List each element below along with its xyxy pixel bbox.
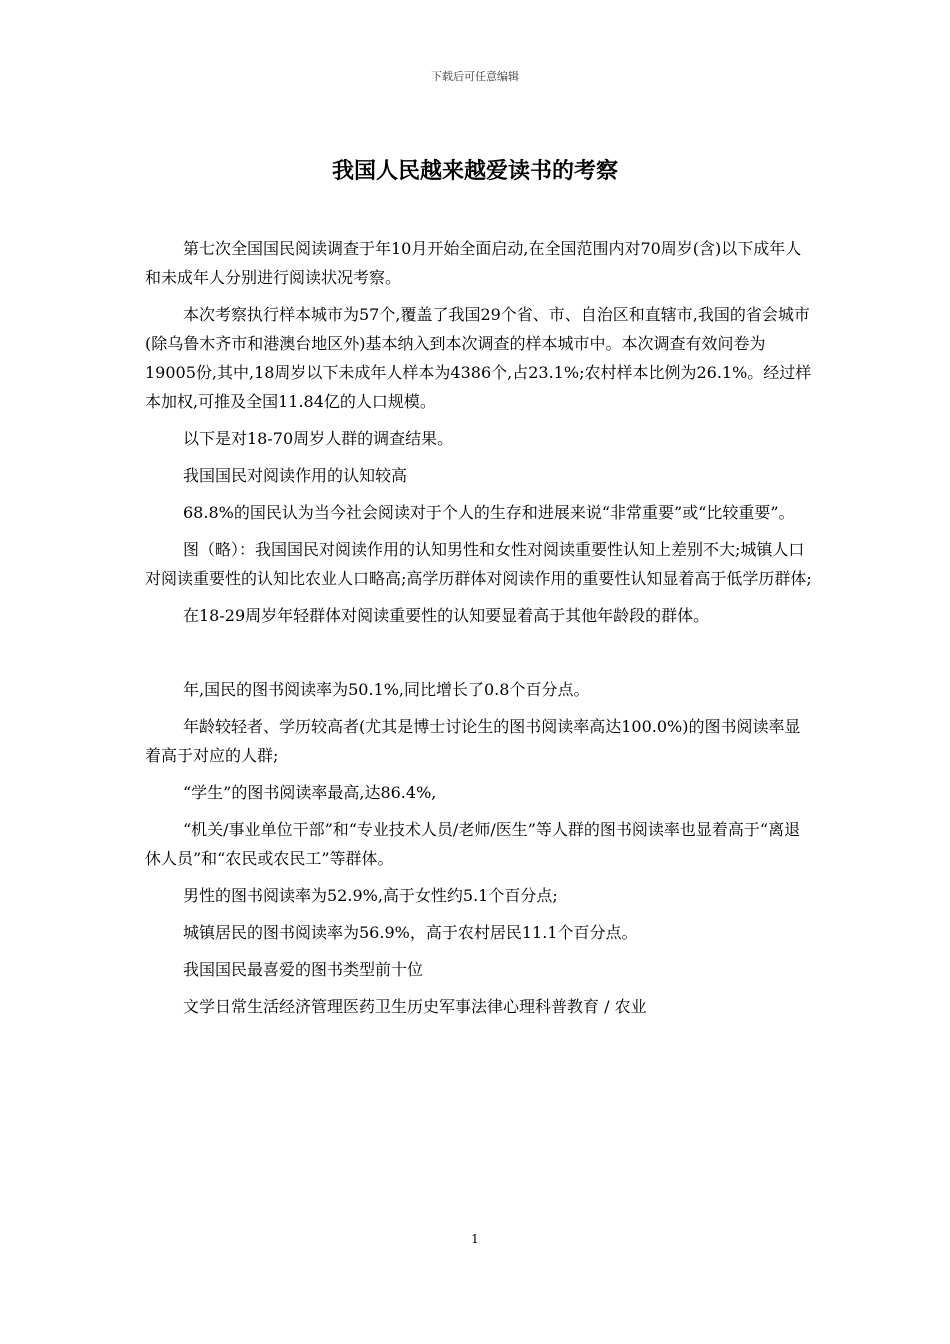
- paragraph-book-types-list: 文学日常生活经济管理医药卫生历史军事法律心理科普教育 / 农业: [183, 997, 647, 1016]
- document-title: 我国人民越来越爱读书的考察: [331, 158, 618, 184]
- paragraph-spacer: [145, 638, 815, 667]
- page-number: 1: [471, 1232, 479, 1246]
- header-note: 下载后可任意编辑: [431, 70, 519, 83]
- paragraph-gender: 男性的图书阅读率为52.9%,高于女性约5.1个百分点;: [183, 886, 558, 905]
- paragraph-figure-note: 图（略）：我国国民对阅读作用的认知男性和女性对阅读重要性认知上差别不大;城镇人口对阅读重要性的认知比农业人口略高;高学历群体对阅读作用的重要性认知显着高于低学历群体;: [145, 540, 812, 588]
- paragraph-age-education: 年龄较轻者、学历较高者(尤其是博士讨论生的图书阅读率高达100.0%)的图书阅读率显着高于对应的人群;: [145, 717, 801, 765]
- paragraph-importance-rate: 68.8%的国民认为当今社会阅读对于个人的生存和进展来说“非常重要”或“比较重要”。: [183, 503, 795, 522]
- paragraph-results-intro: 以下是对18-70周岁人群的调查结果。: [183, 429, 454, 448]
- paragraph-urban-rural: 城镇居民的图书阅读率为56.9%，高于农村居民11.1个百分点。: [183, 923, 638, 942]
- document-body: [145, 234, 815, 1029]
- paragraph-survey-intro: 第七次全国国民阅读调查于年10月开始全面启动,在全国范围内对70周岁(含)以下成年人和未成年人分别进行阅读状况考察。: [145, 239, 802, 287]
- paragraph-young-group: 在18-29周岁年轻群体对阅读重要性的认知要显着高于其他年龄段的群体。: [183, 606, 710, 625]
- paragraph-occupations: “机关/事业单位干部”和“专业技术人员/老师/医生”等人群的图书阅读率也显着高于“离退休人员”和“农民或农民工”等群体。: [145, 820, 801, 868]
- paragraph-book-reading-rate: 年,国民的图书阅读率为50.1%,同比增长了0.8个百分点。: [183, 680, 590, 699]
- paragraph-sample-scope: 本次考察执行样本城市为57个,覆盖了我国29个省、市、自治区和直辖市,我国的省会城市(除乌鲁木齐市和港澳台地区外)基本纳入到本次调查的样本城市中。本次调查有效问卷为19005份,其中,18周岁以下未成年人样本为4386个,占23.1%;农村样本比例为26.1%。经过样本加权,可推及全国11.84亿的人口规模。: [145, 305, 812, 411]
- paragraph-heading-cognition: 我国国民对阅读作用的认知较高: [183, 466, 408, 485]
- paragraph-heading-book-types: 我国国民最喜爱的图书类型前十位: [183, 960, 424, 979]
- paragraph-students: “学生”的图书阅读率最高,达86.4%,: [183, 783, 437, 802]
